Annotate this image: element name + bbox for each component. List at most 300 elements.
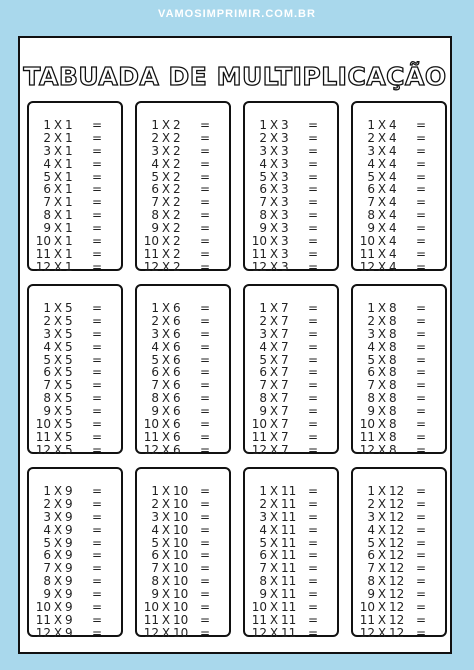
multiplier: 1	[259, 118, 267, 132]
equals-sign: =	[416, 326, 427, 341]
multiplier: 3	[43, 326, 51, 341]
equals-sign: =	[92, 118, 103, 132]
equals-sign: =	[200, 429, 211, 444]
times-sign: X	[377, 391, 387, 406]
equals-sign: =	[416, 118, 427, 132]
multiplier: 5	[367, 535, 375, 550]
times-sign: X	[377, 535, 387, 550]
times-sign: X	[53, 301, 63, 315]
equals-sign: =	[92, 484, 103, 498]
table-card-5	[27, 284, 123, 457]
table-number: 9	[65, 496, 73, 511]
multiplier: 3	[43, 509, 51, 524]
times-sign: X	[161, 548, 171, 563]
times-sign: X	[377, 313, 387, 328]
times-sign: X	[53, 429, 63, 444]
table-row	[353, 511, 445, 524]
equals-sign: =	[92, 535, 103, 550]
multiplier: 7	[43, 195, 51, 210]
equals-sign: =	[308, 118, 319, 132]
multiplier: 8	[259, 574, 267, 589]
times-sign: X	[377, 378, 387, 393]
equals-sign: =	[200, 156, 211, 171]
equals-sign: =	[416, 378, 427, 393]
table-number: 6	[173, 365, 181, 380]
table-row	[353, 315, 445, 328]
table-number: 2	[173, 130, 181, 145]
equals-sign: =	[200, 118, 211, 132]
table-number: 3	[281, 195, 289, 210]
times-sign: X	[269, 301, 279, 315]
times-sign: X	[161, 625, 171, 640]
multiplier: 7	[259, 561, 267, 576]
times-sign: X	[53, 561, 63, 576]
times-sign: X	[269, 156, 279, 171]
times-sign: X	[161, 221, 171, 236]
multiplier: 12	[359, 259, 375, 274]
times-sign: X	[53, 535, 63, 550]
table-number: 4	[389, 259, 397, 274]
equals-sign: =	[416, 221, 427, 236]
equals-sign: =	[308, 169, 319, 184]
table-row	[245, 261, 337, 274]
times-sign: X	[161, 522, 171, 537]
multiplier: 10	[35, 417, 51, 432]
times-sign: X	[269, 404, 279, 419]
table-number: 12	[389, 612, 405, 627]
table-number: 7	[281, 313, 289, 328]
table-number: 6	[173, 326, 181, 341]
table-row	[245, 614, 337, 627]
times-sign: X	[161, 378, 171, 393]
times-sign: X	[377, 574, 387, 589]
multiplier: 9	[151, 587, 159, 602]
multiplier: 3	[259, 509, 267, 524]
equals-sign: =	[200, 509, 211, 524]
equals-sign: =	[200, 417, 211, 432]
multiplier: 7	[259, 378, 267, 393]
multiplier: 2	[151, 130, 159, 145]
times-sign: X	[269, 182, 279, 197]
times-sign: X	[161, 182, 171, 197]
multiplier: 2	[43, 313, 51, 328]
equals-sign: =	[308, 429, 319, 444]
multiplier: 6	[259, 548, 267, 563]
times-sign: X	[377, 587, 387, 602]
equals-sign: =	[92, 417, 103, 432]
equals-sign: =	[416, 234, 427, 249]
multiplier: 9	[367, 404, 375, 419]
multiplier: 12	[251, 259, 267, 274]
equals-sign: =	[308, 522, 319, 537]
times-sign: X	[53, 169, 63, 184]
times-sign: X	[377, 169, 387, 184]
table-number: 6	[173, 391, 181, 406]
table-row	[137, 302, 229, 315]
equals-sign: =	[92, 561, 103, 576]
equals-sign: =	[200, 169, 211, 184]
multiplier: 3	[367, 143, 375, 158]
table-number: 10	[173, 522, 189, 537]
table-row	[29, 511, 121, 524]
table-row	[245, 315, 337, 328]
equals-sign: =	[92, 496, 103, 511]
table-row	[353, 485, 445, 498]
times-sign: X	[377, 246, 387, 261]
multiplier: 6	[43, 365, 51, 380]
times-sign: X	[377, 221, 387, 236]
table-number: 6	[173, 339, 181, 354]
equals-sign: =	[416, 612, 427, 627]
table-row	[353, 627, 445, 640]
table-row	[137, 601, 229, 614]
table-number: 2	[173, 208, 181, 223]
times-sign: X	[53, 496, 63, 511]
equals-sign: =	[308, 496, 319, 511]
multiplier: 3	[151, 509, 159, 524]
table-row	[137, 627, 229, 640]
table-number: 1	[65, 259, 73, 274]
multiplier: 11	[251, 429, 267, 444]
multiplier: 6	[259, 182, 267, 197]
times-sign: X	[161, 234, 171, 249]
times-sign: X	[53, 195, 63, 210]
equals-sign: =	[200, 352, 211, 367]
multiplier: 9	[151, 404, 159, 419]
equals-sign: =	[416, 535, 427, 550]
equals-sign: =	[200, 313, 211, 328]
table-number: 3	[281, 130, 289, 145]
multiplier: 11	[359, 612, 375, 627]
times-sign: X	[269, 221, 279, 236]
times-sign: X	[53, 326, 63, 341]
table-number: 1	[65, 221, 73, 236]
table-number: 8	[389, 442, 397, 457]
multiplier: 10	[35, 600, 51, 615]
table-number: 12	[389, 574, 405, 589]
table-row	[245, 119, 337, 132]
equals-sign: =	[416, 625, 427, 640]
table-row	[137, 431, 229, 444]
equals-sign: =	[416, 484, 427, 498]
table-number: 1	[65, 118, 73, 132]
table-number: 8	[389, 391, 397, 406]
table-number: 1	[65, 246, 73, 261]
times-sign: X	[269, 259, 279, 274]
table-number: 4	[389, 182, 397, 197]
table-row	[29, 524, 121, 537]
multiplier: 1	[259, 301, 267, 315]
multiplier: 9	[151, 221, 159, 236]
table-number: 10	[173, 612, 189, 627]
multiplier: 5	[151, 352, 159, 367]
equals-sign: =	[308, 548, 319, 563]
times-sign: X	[53, 246, 63, 261]
table-number: 9	[65, 612, 73, 627]
multiplier: 9	[259, 587, 267, 602]
multiplier: 3	[151, 143, 159, 158]
multiplier: 12	[143, 625, 159, 640]
table-row	[137, 119, 229, 132]
table-number: 12	[389, 600, 405, 615]
equals-sign: =	[416, 301, 427, 315]
multiplier: 10	[251, 600, 267, 615]
table-number: 8	[389, 365, 397, 380]
table-row	[353, 119, 445, 132]
times-sign: X	[161, 313, 171, 328]
equals-sign: =	[416, 509, 427, 524]
table-number: 11	[281, 587, 297, 602]
table-number: 12	[389, 548, 405, 563]
table-row	[245, 328, 337, 341]
equals-sign: =	[416, 417, 427, 432]
times-sign: X	[377, 484, 387, 498]
equals-sign: =	[308, 234, 319, 249]
table-row	[245, 418, 337, 431]
times-sign: X	[53, 548, 63, 563]
table-number: 3	[281, 259, 289, 274]
equals-sign: =	[308, 561, 319, 576]
times-sign: X	[161, 326, 171, 341]
times-sign: X	[269, 587, 279, 602]
times-sign: X	[161, 484, 171, 498]
table-number: 4	[389, 118, 397, 132]
equals-sign: =	[308, 259, 319, 274]
table-card-2	[135, 101, 231, 274]
equals-sign: =	[416, 548, 427, 563]
equals-sign: =	[416, 365, 427, 380]
multiplier: 2	[151, 313, 159, 328]
table-number: 5	[65, 404, 73, 419]
table-number: 5	[65, 365, 73, 380]
table-number: 4	[389, 234, 397, 249]
table-row	[137, 315, 229, 328]
table-number: 6	[173, 352, 181, 367]
times-sign: X	[161, 587, 171, 602]
equals-sign: =	[416, 391, 427, 406]
equals-sign: =	[92, 169, 103, 184]
table-number: 8	[389, 313, 397, 328]
times-sign: X	[269, 169, 279, 184]
multiplier: 6	[367, 548, 375, 563]
equals-sign: =	[200, 195, 211, 210]
multiplier: 4	[43, 339, 51, 354]
table-row	[353, 431, 445, 444]
table-number: 2	[173, 143, 181, 158]
table-number: 1	[65, 169, 73, 184]
table-number: 3	[281, 182, 289, 197]
table-number: 5	[65, 326, 73, 341]
equals-sign: =	[92, 326, 103, 341]
table-number: 9	[65, 625, 73, 640]
equals-sign: =	[308, 208, 319, 223]
table-row	[137, 485, 229, 498]
equals-sign: =	[92, 365, 103, 380]
table-row	[29, 235, 121, 248]
table-number: 4	[389, 221, 397, 236]
table-row	[353, 261, 445, 274]
table-row	[245, 431, 337, 444]
equals-sign: =	[200, 130, 211, 145]
times-sign: X	[161, 417, 171, 432]
multiplier: 6	[43, 548, 51, 563]
table-number: 4	[389, 156, 397, 171]
table-row	[137, 444, 229, 457]
table-number: 2	[173, 246, 181, 261]
table-row	[137, 145, 229, 158]
equals-sign: =	[200, 587, 211, 602]
equals-sign: =	[308, 378, 319, 393]
multiplier: 2	[259, 313, 267, 328]
table-row	[245, 511, 337, 524]
multiplier: 1	[151, 118, 159, 132]
times-sign: X	[161, 442, 171, 457]
multiplier: 7	[367, 561, 375, 576]
table-row	[29, 145, 121, 158]
table-row	[29, 614, 121, 627]
site-url: VAMOSIMPRIMIR.COM.BR	[158, 8, 316, 20]
equals-sign: =	[200, 234, 211, 249]
multiplier: 4	[151, 339, 159, 354]
multiplier: 12	[143, 442, 159, 457]
times-sign: X	[161, 208, 171, 223]
equals-sign: =	[200, 339, 211, 354]
times-sign: X	[53, 417, 63, 432]
multiplier: 8	[259, 208, 267, 223]
table-number: 3	[281, 208, 289, 223]
multiplier: 11	[143, 612, 159, 627]
table-number: 10	[173, 574, 189, 589]
table-card-1	[27, 101, 123, 274]
times-sign: X	[161, 143, 171, 158]
equals-sign: =	[416, 404, 427, 419]
times-sign: X	[161, 118, 171, 132]
table-number: 11	[281, 574, 297, 589]
times-sign: X	[161, 246, 171, 261]
equals-sign: =	[92, 612, 103, 627]
table-number: 3	[281, 246, 289, 261]
equals-sign: =	[416, 208, 427, 223]
multiplier: 10	[359, 417, 375, 432]
times-sign: X	[377, 234, 387, 249]
multiplier: 8	[367, 391, 375, 406]
multiplier: 3	[259, 143, 267, 158]
times-sign: X	[269, 429, 279, 444]
table-row	[353, 444, 445, 457]
equals-sign: =	[416, 195, 427, 210]
multiplier: 2	[259, 130, 267, 145]
table-number: 11	[281, 612, 297, 627]
multiplier: 5	[259, 169, 267, 184]
multiplier: 7	[151, 561, 159, 576]
equals-sign: =	[200, 522, 211, 537]
multiplier: 6	[151, 182, 159, 197]
table-row	[29, 431, 121, 444]
multiplier: 6	[43, 182, 51, 197]
table-number: 8	[389, 339, 397, 354]
table-number: 6	[173, 417, 181, 432]
equals-sign: =	[416, 352, 427, 367]
table-number: 5	[65, 313, 73, 328]
equals-sign: =	[200, 391, 211, 406]
equals-sign: =	[416, 259, 427, 274]
table-number: 5	[65, 429, 73, 444]
table-row	[137, 511, 229, 524]
table-number: 4	[389, 169, 397, 184]
equals-sign: =	[200, 561, 211, 576]
table-number: 1	[65, 234, 73, 249]
multiplier: 2	[367, 313, 375, 328]
table-card-11	[243, 467, 339, 640]
table-row	[137, 614, 229, 627]
equals-sign: =	[200, 208, 211, 223]
multiplier: 10	[143, 417, 159, 432]
times-sign: X	[377, 548, 387, 563]
equals-sign: =	[416, 339, 427, 354]
multiplier: 9	[367, 221, 375, 236]
times-sign: X	[269, 522, 279, 537]
times-sign: X	[377, 442, 387, 457]
table-number: 7	[281, 301, 289, 315]
table-row	[137, 132, 229, 145]
table-number: 6	[173, 404, 181, 419]
multiplier: 12	[251, 442, 267, 457]
equals-sign: =	[200, 548, 211, 563]
table-row	[29, 418, 121, 431]
table-row	[353, 302, 445, 315]
multiplier: 3	[43, 143, 51, 158]
equals-sign: =	[308, 417, 319, 432]
multiplier: 11	[359, 246, 375, 261]
equals-sign: =	[308, 326, 319, 341]
equals-sign: =	[92, 156, 103, 171]
table-number: 11	[281, 522, 297, 537]
table-number: 6	[173, 313, 181, 328]
equals-sign: =	[92, 429, 103, 444]
table-row	[29, 498, 121, 511]
multiplier: 8	[367, 574, 375, 589]
table-row	[353, 328, 445, 341]
table-row	[137, 158, 229, 171]
times-sign: X	[269, 234, 279, 249]
table-number: 7	[281, 429, 289, 444]
times-sign: X	[53, 612, 63, 627]
table-number: 2	[173, 259, 181, 274]
multiplier: 2	[259, 496, 267, 511]
table-number: 11	[281, 561, 297, 576]
multiplier: 1	[367, 484, 375, 498]
table-number: 5	[65, 417, 73, 432]
equals-sign: =	[308, 404, 319, 419]
multiplier: 9	[367, 587, 375, 602]
multiplier: 3	[367, 326, 375, 341]
table-number: 9	[65, 600, 73, 615]
multiplier: 10	[359, 600, 375, 615]
times-sign: X	[377, 352, 387, 367]
times-sign: X	[161, 169, 171, 184]
table-row	[245, 158, 337, 171]
multiplier: 8	[151, 574, 159, 589]
times-sign: X	[161, 339, 171, 354]
table-number: 1	[65, 195, 73, 210]
multiplier: 7	[151, 195, 159, 210]
multiplier: 8	[259, 391, 267, 406]
times-sign: X	[269, 391, 279, 406]
table-number: 10	[173, 561, 189, 576]
equals-sign: =	[416, 600, 427, 615]
times-sign: X	[53, 484, 63, 498]
multiplier: 4	[367, 522, 375, 537]
